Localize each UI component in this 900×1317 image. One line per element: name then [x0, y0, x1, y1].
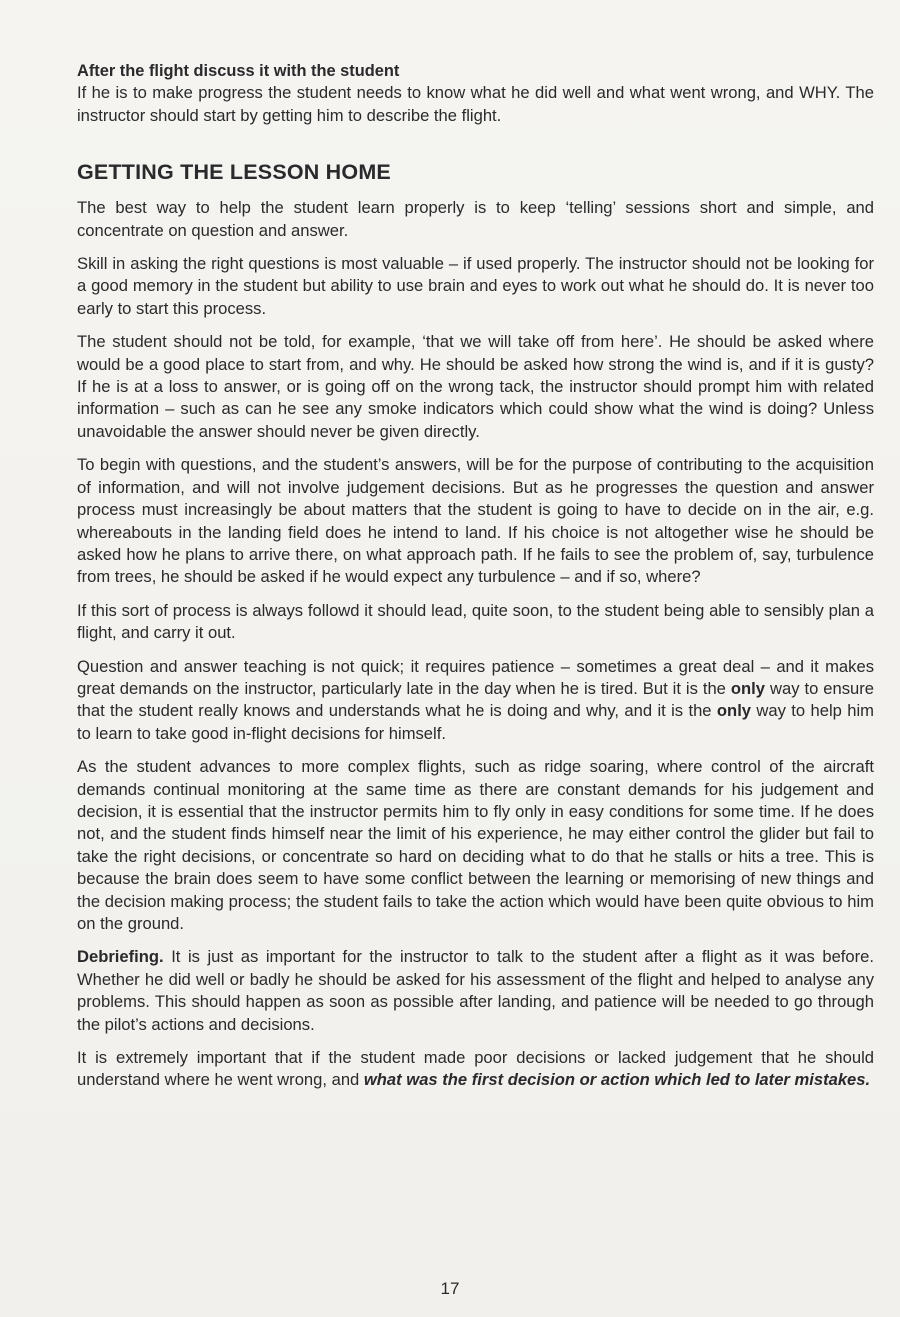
- paragraph-2: Skill in asking the right questions is most valuable – if used properly. The instructor should not be looking for a good memory in the student but ability to use brain and eyes to work out what he should do. It is never too early to start this process.: [77, 254, 874, 318]
- debriefing-paragraph: [77, 946, 874, 1036]
- p6-part2: way to ensure that the student really knows and understands what he is doing and why, and it is the: [77, 678, 874, 721]
- p6-part3: way to help him to learn to take good in-flight decisions for himself.: [77, 701, 874, 743]
- paragraph-5: If this sort of process is always followd it should lead, quite soon, to the student being able to sensibly plan a flight, and carry it out.: [77, 600, 874, 643]
- section-heading: GETTING THE LESSON HOME: [77, 160, 391, 185]
- paragraph-3: The student should not be told, for example, ‘that we will take off from here’. He should be asked where would be a good place to start from, and why. He should be asked how strong the wind is, and if it is gusty? If he is at a loss to answer, or is going off on the wrong tack, the instructor should prompt him with related information – such as can he see any smoke indicators which could show what the wind is doing? Unless unavoidable the answer should never be given directly.: [77, 332, 874, 441]
- paragraph-7: As the student advances to more complex flights, such as ridge soaring, where control of the aircraft demands continual monitoring at the same time as there are constant demands for his judgement and decision, it is essential that the instructor permits him to fly only in easy conditions for some time. If he does not, and the student finds himself near the limit of his experience, he may either control the glider but fail to take the right decisions, or concentrate so hard on deciding what to do that he stalls or hits a tree. This is because the brain does seem to have some conflict between the learning or memorising of new things and the decision making process; the student fails to take the action which would have been quite obvious to him on the ground.: [77, 757, 874, 933]
- final-paragraph: [77, 1047, 874, 1092]
- paragraph-1: The best way to help the student learn properly is to keep ‘telling’ sessions short and simple, and concentrate on question and answer.: [77, 198, 874, 240]
- final-text: It is extremely important that if the student made poor decisions or lacked judgement that he should understand where he went wrong, and: [77, 1048, 874, 1090]
- final-emphasis: what was the first decision or action which led to later mistakes.: [363, 1070, 871, 1090]
- page-content: [77, 60, 874, 1092]
- paragraph-6: [77, 656, 874, 746]
- subheading-after-flight: After the flight discuss it with the student: [77, 62, 400, 80]
- intro-body: If he is to make progress the student needs to know what he did well and what went wrong, and WHY. The instructor should start by getting him to describe the flight.: [77, 83, 874, 125]
- paragraph-4: To begin with questions, and the student’s answers, will be for the purpose of contributing to the acquisition of information, and will not involve judgement decisions. But as he progresses the question and answer process must increasingly be about matters that the student is going to have to decide on in the air, e.g. whereabouts in the landing field does he intend to land. If his choice is not altogether wise he should be asked how he plans to arrive there, on what approach path. If he fails to see the problem of, say, turbulence from trees, he should be asked if he would expect any turbulence – and if so, where?: [77, 455, 874, 587]
- debriefing-label: Debriefing.: [77, 947, 164, 967]
- p6-emphasis-only-2: only: [716, 701, 752, 721]
- p6-emphasis-only-1: only: [730, 678, 766, 698]
- intro-paragraph: [77, 60, 874, 127]
- debriefing-text: It is just as important for the instructor to talk to the student after a flight as it was before. Whether he did well or badly he should be asked for his assessment of the flight and helped to analyse any problems. This should happen as soon as possible after landing, and patience will be needed to go through the pilot’s actions and decisions.: [77, 947, 874, 1034]
- p6-part1: Question and answer teaching is not quick; it requires patience – sometimes a great deal – and it makes great demands on the instructor, particularly late in the day when he is tired. But it is the: [77, 656, 874, 698]
- page-number: 17: [440, 1279, 460, 1298]
